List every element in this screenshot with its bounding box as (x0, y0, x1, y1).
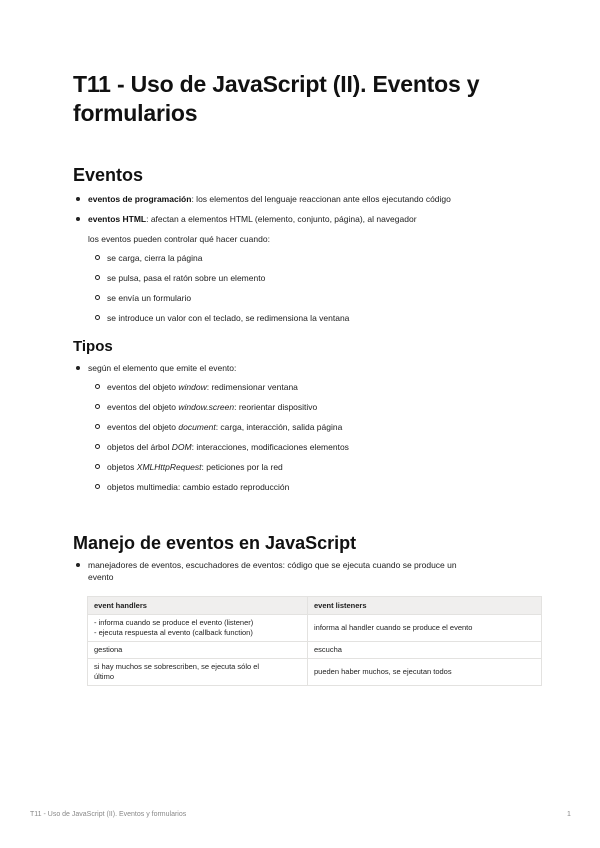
table-header-cell: event listeners (308, 597, 542, 615)
bullet-icon (76, 563, 80, 567)
page-title: T11 - Uso de JavaScript (II). Eventos y formularios (73, 71, 480, 126)
heading-tipos: Tipos (73, 338, 113, 355)
bullet-icon (76, 217, 80, 221)
list-item-text: : los elementos del lenguaje reaccionan ante ellos ejecutando código (191, 194, 451, 204)
circle-bullet-icon (95, 444, 100, 449)
bullet-icon (76, 197, 80, 201)
table-row (88, 615, 542, 642)
sub-list-item: eventos del objeto document: carga, interacción, salida página (107, 421, 342, 433)
bold-term: eventos de programación (88, 194, 192, 204)
events-table (87, 596, 542, 686)
sub-list-item: eventos del objeto window.screen: reorientar dispositivo (107, 401, 317, 413)
list-item-text: : afectan a elementos HTML (elemento, conjunto, página), al navegador (146, 214, 417, 224)
table-cell: pueden haber muchos, se ejecutan todos (308, 659, 542, 686)
table-cell: escucha (308, 642, 542, 659)
sub-list-item: se introduce un valor con el teclado, se redimensiona la ventana (107, 312, 349, 324)
heading-manejo: Manejo de eventos en JavaScript (73, 533, 357, 553)
sub-list-item: se carga, cierra la página (107, 252, 202, 264)
table-cell: - informa cuando se produce el evento (listener) - ejecuta respuesta al evento (callback function) (88, 615, 308, 642)
sub-list-item: se pulsa, pasa el ratón sobre un elemento (107, 272, 265, 284)
sub-list-item: se envía un formulario (107, 292, 191, 304)
intro-paragraph: los eventos pueden controlar qué hacer cuando: (88, 234, 270, 244)
bold-term: eventos HTML (88, 214, 147, 224)
sub-list-item: eventos del objeto window: redimensionar ventana (107, 381, 298, 393)
circle-bullet-icon (95, 315, 100, 320)
circle-bullet-icon (95, 295, 100, 300)
circle-bullet-icon (95, 275, 100, 280)
circle-bullet-icon (95, 384, 100, 389)
heading-eventos: Eventos (73, 165, 144, 185)
circle-bullet-icon (95, 404, 100, 409)
circle-bullet-icon (95, 484, 100, 489)
footer-title: T11 - Uso de JavaScript (II). Eventos y formularios (30, 811, 187, 818)
table-row (88, 659, 542, 686)
table-header-row (88, 597, 542, 615)
circle-bullet-icon (95, 255, 100, 260)
table-cell: informa al handler cuando se produce el evento (308, 615, 542, 642)
page-number: 1 (567, 811, 571, 818)
circle-bullet-icon (95, 424, 100, 429)
sub-list-item: objetos multimedia: cambio estado reproducción (107, 481, 289, 493)
table-cell: gestiona (88, 642, 308, 659)
list-item: según el elemento que emite el evento: (88, 362, 236, 374)
list-item: manejadores de eventos, escuchadores de eventos: código que se ejecuta cuando se produce un evento (88, 559, 543, 583)
table-cell: si hay muchos se sobrescriben, se ejecuta sólo el último (88, 659, 308, 686)
sub-list-item: objetos XMLHttpRequest: peticiones por la red (107, 461, 283, 473)
list-item (88, 213, 417, 225)
list-item (88, 193, 451, 205)
circle-bullet-icon (95, 464, 100, 469)
sub-list-item: objetos del árbol DOM: interacciones, modificaciones elementos (107, 441, 349, 453)
bullet-icon (76, 366, 80, 370)
table-row (88, 642, 542, 659)
table-header-cell: event handlers (88, 597, 308, 615)
